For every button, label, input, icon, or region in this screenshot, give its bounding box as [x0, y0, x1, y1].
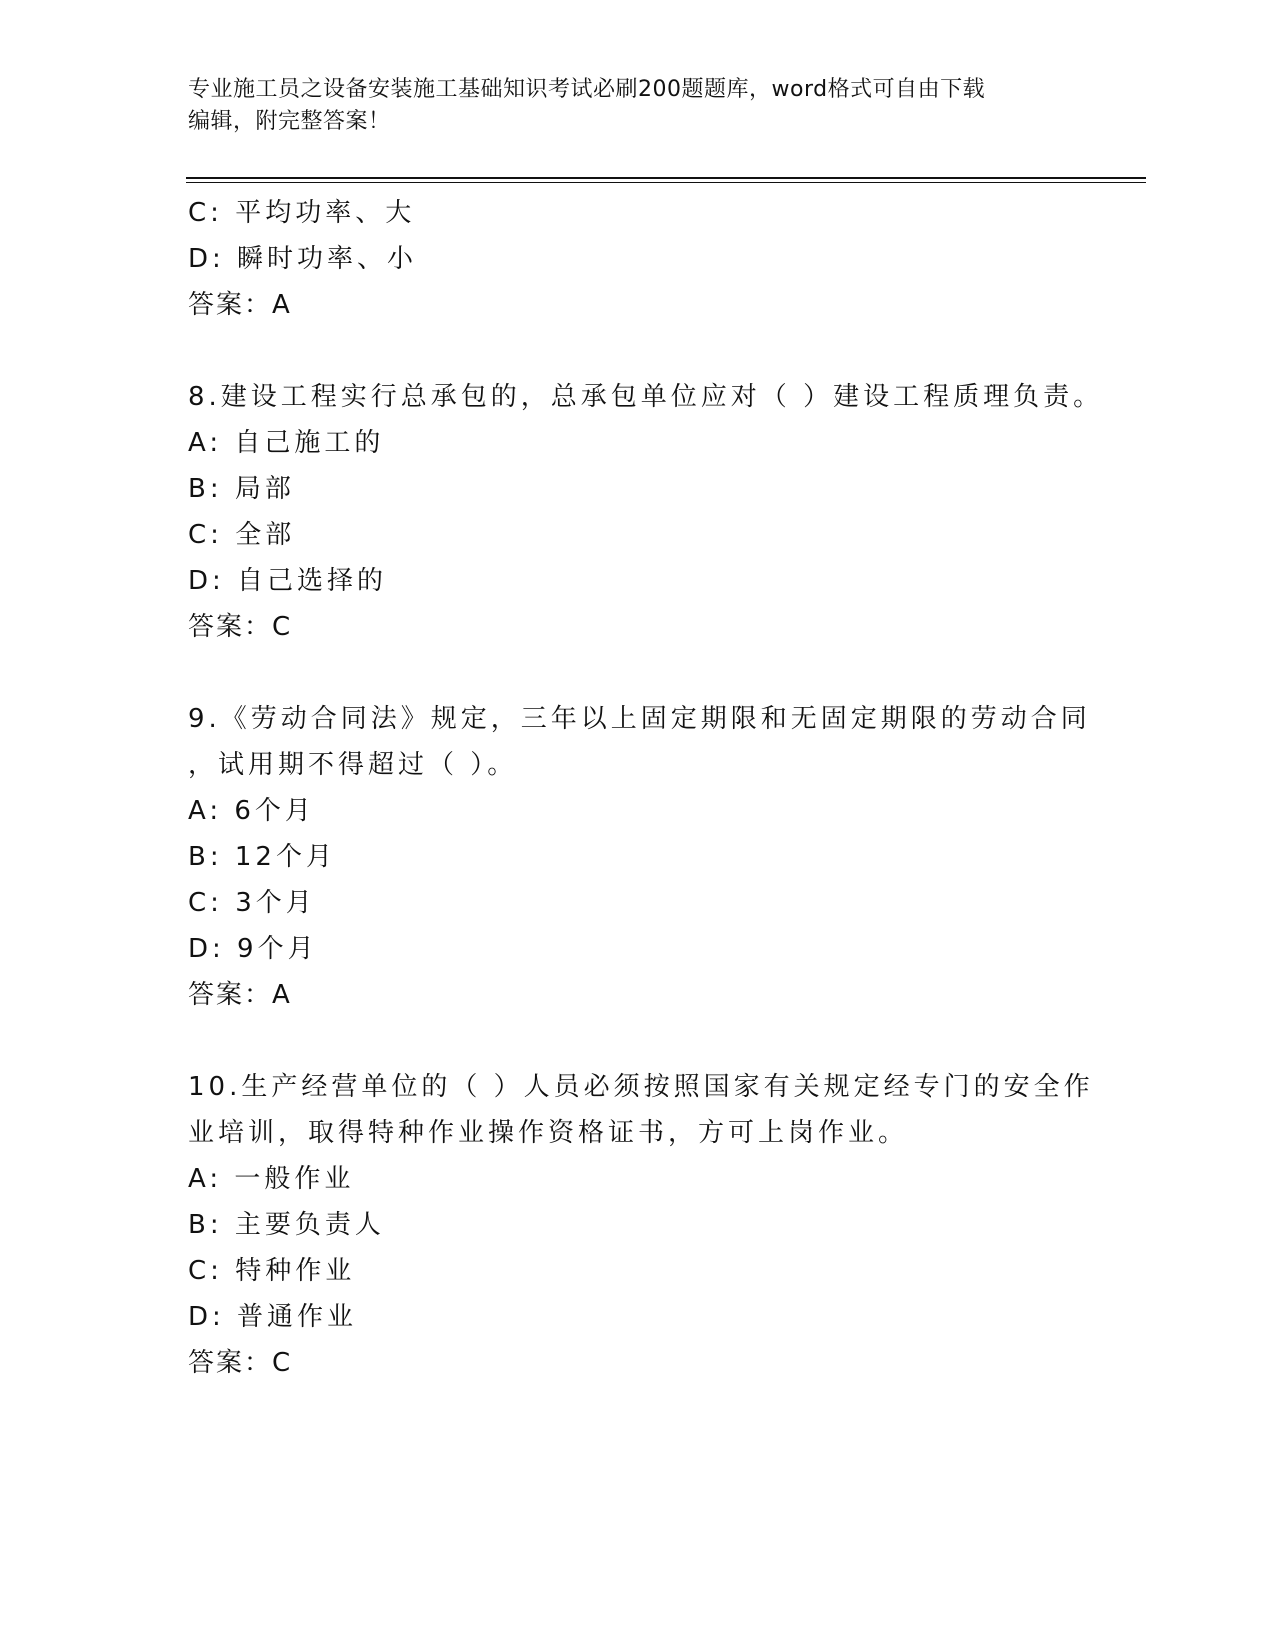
option-label: D:: [188, 244, 225, 274]
document-header: [188, 74, 1088, 138]
option-b: [188, 834, 1088, 880]
option-text: 局部: [234, 474, 295, 504]
question-10: [188, 1064, 1094, 1386]
question-spacer: [188, 650, 1088, 696]
option-text: 瞬时功率、小: [237, 244, 418, 274]
question-stem-continued: ，试用期不得超过（ ）。: [188, 750, 518, 780]
question-9: [188, 696, 1091, 1018]
option-label: C:: [188, 888, 223, 918]
option-label: C:: [188, 1256, 223, 1286]
answer-line: 答案：C: [188, 612, 293, 642]
option-text: 6个月: [234, 796, 315, 826]
option-label: D:: [188, 1302, 225, 1332]
option-text: 特种作业: [235, 1256, 356, 1286]
option-a: [188, 788, 1088, 834]
option-d: [188, 926, 1088, 972]
option-text: 12个月: [234, 842, 336, 872]
option-label: D:: [188, 566, 225, 596]
option-label: A:: [188, 1164, 223, 1194]
question-stem: 8.建设工程实行总承包的，总承包单位应对（ ）建设工程质理负责。: [188, 382, 1104, 412]
option-label: A:: [188, 796, 223, 826]
option-label: C:: [188, 198, 223, 228]
option-c: [188, 512, 1088, 558]
option-c: [188, 1248, 1088, 1294]
answer-line: 答案：A: [188, 290, 292, 320]
option-text: 平均功率、大: [235, 198, 416, 228]
header-divider-thin: [186, 182, 1146, 183]
answer-line: 答案：C: [188, 1348, 293, 1378]
question-stem-continued: 业培训，取得特种作业操作资格证书，方可上岗作业。: [188, 1118, 909, 1148]
option-d: [188, 1294, 1088, 1340]
question-8: [188, 374, 1104, 650]
option-label: B:: [188, 474, 223, 504]
option-a: [188, 420, 1088, 466]
question-spacer: [188, 1018, 1088, 1064]
option-label: A:: [188, 428, 223, 458]
question-spacer: [188, 328, 1088, 374]
option-b: [188, 1202, 1088, 1248]
option-label: D:: [188, 934, 225, 964]
option-label: B:: [188, 1210, 223, 1240]
header-title-line-2: 编辑，附完整答案！: [188, 109, 391, 134]
option-text: 普通作业: [237, 1302, 358, 1332]
option-b: [188, 466, 1088, 512]
question-stem: 9.《劳动合同法》规定，三年以上固定期限和无固定期限的劳动合同: [188, 704, 1091, 734]
option-label: B:: [188, 842, 223, 872]
option-text: 9个月: [237, 934, 318, 964]
option-text: 全部: [235, 520, 296, 550]
answer-line: 答案：A: [188, 980, 292, 1010]
option-c: [188, 190, 1088, 236]
option-d: [188, 236, 1088, 282]
header-title-line-1: 专业施工员之设备安装施工基础知识考试必刷200题题库，word格式可自由下载: [188, 77, 986, 102]
option-d: [188, 558, 1088, 604]
option-label: C:: [188, 520, 223, 550]
option-text: 主要负责人: [234, 1210, 385, 1240]
question-content: [188, 190, 1104, 1386]
option-a: [188, 1156, 1088, 1202]
question-stem: 10.生产经营单位的（ ）人员必须按照国家有关规定经专门的安全作: [188, 1072, 1094, 1102]
option-text: 自己选择的: [237, 566, 388, 596]
option-c: [188, 880, 1088, 926]
option-text: 一般作业: [234, 1164, 355, 1194]
option-text: 自己施工的: [234, 428, 385, 458]
previous-question-tail: [188, 190, 1088, 328]
option-text: 3个月: [235, 888, 316, 918]
header-divider-thick: [186, 177, 1146, 179]
